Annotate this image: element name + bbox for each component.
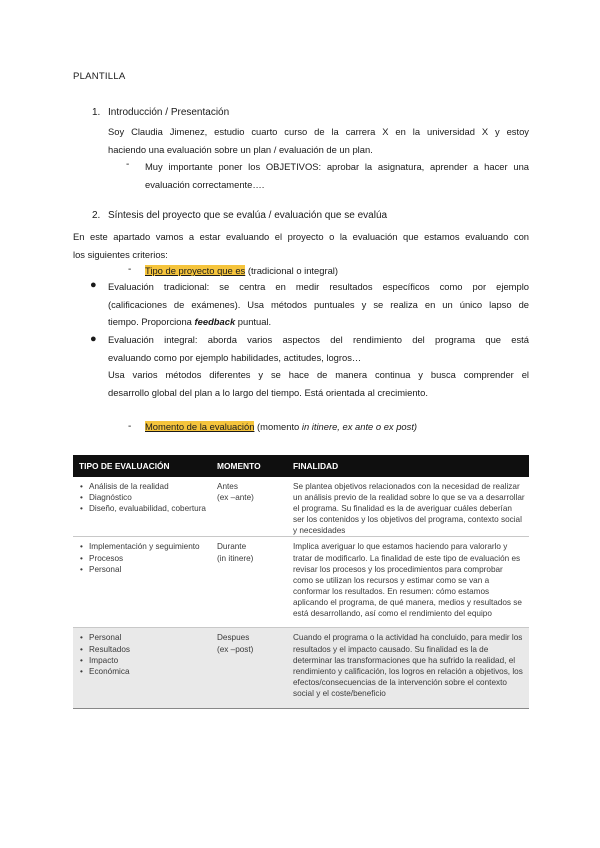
feedback-term: feedback — [194, 316, 236, 327]
dot-bullet: ● — [90, 279, 97, 291]
tipo-criterion — [145, 262, 338, 280]
tipo-cell — [73, 477, 211, 537]
integral-line-1: Evaluación integral: aborda varios aspectos del rendimiento del programa que está — [108, 334, 529, 345]
momento-cell — [211, 477, 287, 537]
finalidad-cell: Cuando el programa o la actividad ha concluido, para medir los resultados y el impacto causado. Su finalidad es la de determinar las transformaciones que ha sufrido la realidad, el rendimiento y calificación, los logros en relación a objetivos, los efectos/consecuencias de la intervención sobre el contexto social y el coste/beneficio — [287, 628, 529, 709]
traditional-line-3-a: tiempo. Proporciona — [108, 316, 195, 327]
header-momento: MOMENTO — [211, 455, 287, 477]
momento-cell — [211, 628, 287, 709]
dash-bullet: - — [128, 264, 132, 275]
section-2-heading: Síntesis del proyecto que se evalúa / evaluación que se evalúa — [108, 210, 388, 221]
integral-line-3: Usa varios métodos diferentes y se hace de manera continua y busca comprender el — [108, 369, 529, 380]
integral-line-4: desarrollo global del plan a lo largo del tiempo. Está orientada al crecimiento. — [108, 386, 428, 398]
dash-bullet: - — [126, 159, 130, 170]
section-2-intro — [73, 228, 529, 263]
header-finalidad: FINALIDAD — [287, 455, 529, 477]
momento-rest-a: (momento — [254, 421, 302, 432]
traditional-line-3 — [108, 313, 529, 331]
tipo-item: • Diseño, evaluabilidad, cobertura — [89, 503, 207, 514]
table-header-row — [73, 455, 529, 477]
momento-cell — [211, 537, 287, 628]
finalidad-cell: Implica averiguar lo que estamos haciendo para valorarlo y tratar de modificarlo. La finalidad de este tipo de evaluación es revisar los procesos y los procedimientos para comprobar como se utilizan los recursos y estimar como se van a conformar los resultados. En resumen: cómo estamos aplicando el programa, de qué manera, medios y resultados se está desarrollando, así como el rendimiento del equipo — [287, 537, 529, 628]
traditional-line-3-c: puntual. — [235, 316, 272, 327]
tipo-item: • Implementación y seguimiento — [89, 541, 207, 552]
momento-label: Durante — [217, 542, 247, 552]
momento-highlight: Momento de la evaluación — [145, 421, 255, 432]
tipo-item: • Análisis de la realidad — [89, 481, 207, 492]
momento-rest-b: in itinere, ex ante o ex post) — [301, 421, 418, 432]
tipo-cell — [73, 628, 211, 709]
section-1-line-1: Soy Claudia Jimenez, estudio cuarto curso de la carrera X en la universidad X y estoy — [108, 126, 529, 137]
tipo-item: • Procesos — [89, 553, 207, 564]
tipo-item: • Económica — [89, 666, 207, 677]
section-1-paragraph — [108, 123, 529, 158]
objectives-note — [145, 158, 529, 193]
tipo-cell — [73, 537, 211, 628]
traditional-line-2: (calificaciones de exámenes). Usa métodos puntuales y se realiza en un único lapso de — [108, 298, 529, 310]
tipo-item: • Diagnóstico — [89, 492, 207, 503]
objectives-line-1: Muy importante poner los OBJETIVOS: aprobar la asignatura, aprender a hacer una — [145, 161, 529, 172]
section-1-heading: Introducción / Presentación — [108, 107, 230, 118]
tipo-rest: (tradicional o integral) — [245, 265, 339, 276]
table-row — [73, 537, 529, 628]
momento-sublabel: (in itinere) — [217, 553, 254, 563]
integral-line-2: evaluando como por ejemplo habilidades, actitudes, logros… — [108, 351, 362, 363]
finalidad-cell: Se plantea objetivos relacionados con la necesidad de realizar un análisis previo de la realidad sobre lo que se va a desarrollar el programa. Su finalidad es la de averiguar cuáles deberían ser los contenidos y los objetivos del programa, contexto social y necesidades — [287, 477, 529, 537]
traditional-evaluation — [108, 278, 529, 331]
header-tipo: TIPO DE EVALUACIÓN — [73, 455, 211, 477]
dot-bullet: ● — [90, 333, 97, 345]
traditional-line-1: Evaluación tradicional: se centra en medir resultados específicos como por ejemplo — [108, 281, 529, 292]
tipo-item: • Personal — [89, 564, 207, 575]
page-title: PLANTILLA — [73, 71, 126, 82]
section-2-number: 2. — [92, 210, 101, 221]
momento-sublabel: (ex –ante) — [217, 493, 254, 503]
tipo-item: • Resultados — [89, 644, 207, 655]
dash-bullet: - — [128, 421, 132, 432]
objectives-line-2: evaluación correctamente…. — [145, 178, 265, 190]
integral-evaluation — [108, 331, 529, 401]
table-row — [73, 628, 529, 709]
evaluation-types-table — [73, 455, 529, 709]
section-2-intro-line-1: En este apartado vamos a estar evaluando el proyecto o la evaluación que estamos evaluando con — [73, 231, 529, 242]
momento-sublabel: (ex –post) — [217, 644, 254, 654]
section-2-intro-line-2: los siguientes criterios: — [73, 248, 168, 260]
table-row — [73, 477, 529, 537]
momento-criterion — [145, 418, 417, 436]
section-1-number: 1. — [92, 107, 101, 118]
tipo-item: • Impacto — [89, 655, 207, 666]
tipo-highlight: Tipo de proyecto que es — [145, 265, 246, 276]
momento-label: Despues — [217, 633, 250, 643]
tipo-item: • Personal — [89, 632, 207, 643]
momento-label: Antes — [217, 482, 238, 491]
section-1-line-2: haciendo una evaluación sobre un plan / evaluación de un plan. — [108, 143, 373, 155]
